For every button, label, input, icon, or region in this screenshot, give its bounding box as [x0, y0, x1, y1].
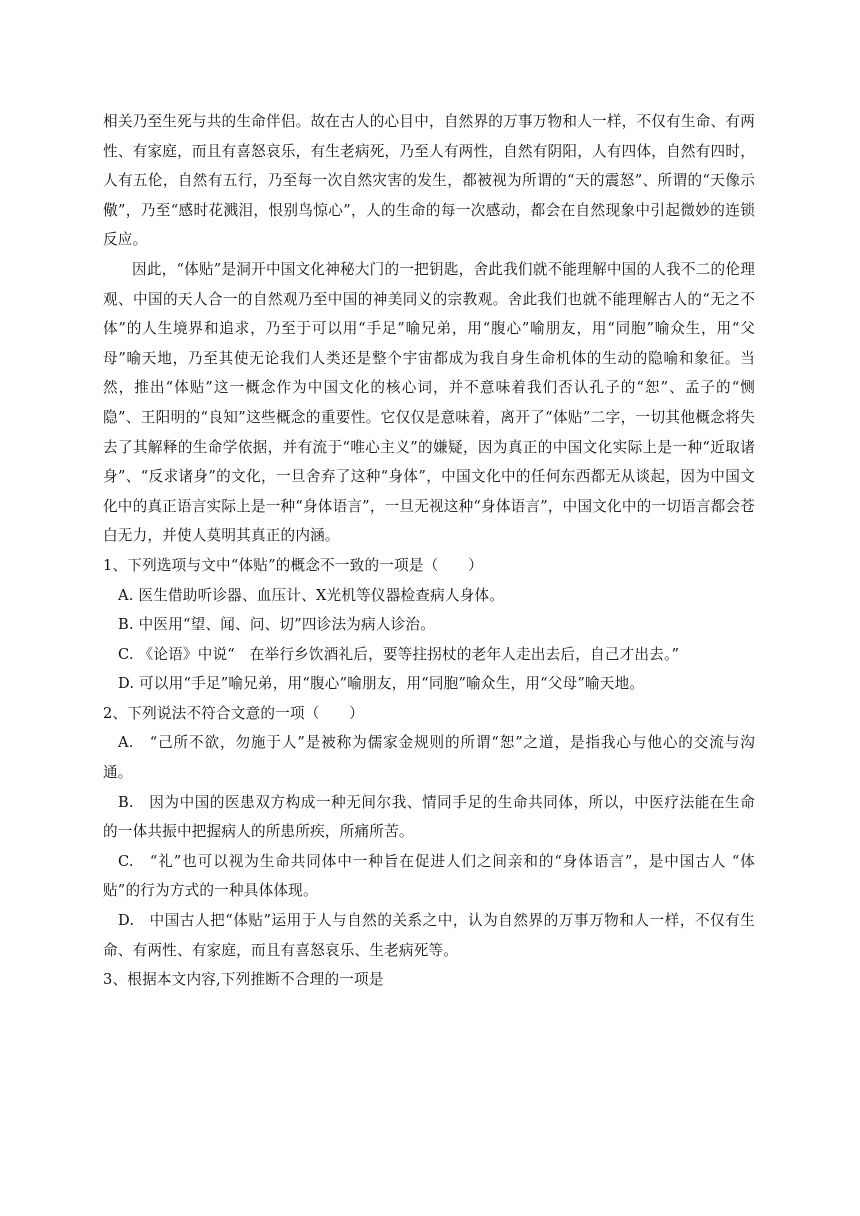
question-1-option-b: B. 中医用“望、闻、问、切”四诊法为病人诊治。	[118, 616, 436, 634]
question-3	[103, 965, 755, 995]
question-2	[103, 699, 755, 965]
question-1	[103, 551, 755, 699]
question-3-stem: 3、根据本文内容,下列推断不合理的一项是	[103, 971, 384, 989]
passage-paragraph-1: 相关乃至生死与共的生命伴侣。故在古人的心目中，自然界的万事万物和人一样，不仅有生命、有两性、有家庭，而且有喜怒哀乐，有生老病死，乃至人有两性，自然有阴阳，人有四体，自然有四时，人有五伦，自然有五行，乃至每一次自然灾害的发生，都被视为所谓的“天的震怒”、所谓的“天像示儆”，乃至“感时花溅泪，恨别鸟惊心”，人的生命的每一次感动，都会在自然现象中引起微妙的连锁反应。	[103, 113, 755, 249]
passage-paragraph-2: 因此，“体贴”是洞开中国文化神秘大门的一把钥匙，舍此我们就不能理解中国的人我不二的伦理观、中国的天人合一的自然观乃至中国的神美同义的宗教观。舍此我们也就不能理解古人的“无之不体”的人生境界和追求，乃至于可以用“手足”喻兄弟，用“腹心”喻朋友，用“同胞”喻众生，用“父母”喻天地，乃至其使无论我们人类还是整个宇宙都成为我自身生命机体的生动的隐喻和象征。当然，推出“体贴”这一概念作为中国文化的核心词，并不意味着我们否认孔子的“恕”、孟子的“恻隐”、王阳明的“良知”这些概念的重要性。它仅仅是意味着，离开了“体贴”二字，一切其他概念将失去了其解释的生命学依据，并有流于“唯心主义”的嫌疑，因为真正的中国文化实际上是一种“近取诸身”、“反求诸身”的文化，一旦舍弃了这种“身体”，中国文化中的任何东西都无从谈起，因为中国文化中的真正语言实际上是一种“身体语言”，一旦无视这种“身体语言”，中国文化中的一切语言都会苍白无力，并使人莫明其真正的内涵。	[103, 260, 755, 545]
question-1-option-d: D. 可以用“手足”喻兄弟，用“腹心”喻朋友，用“同胞”喻众生，用“父母”喻天地。	[118, 675, 645, 693]
question-1-option-a: A. 医生借助听诊器、血压计、X光机等仪器检查病人身体。	[118, 586, 505, 604]
question-2-option-a: A. “己所不欲，勿施于人”是被称为儒家金规则的所谓“恕”之道，是指我心与他心的交流与沟通。	[103, 734, 755, 782]
question-1-stem: 1、下列选项与文中“体贴”的概念不一致的一项是（ ）	[103, 556, 483, 574]
question-2-option-d: D. 中国古人把“体贴”运用于人与自然的关系之中，认为自然界的万事万物和人一样，不仅有生命、有两性、有家庭，而且有喜怒哀乐、生老病死等。	[103, 912, 755, 959]
question-2-option-c: C. “礼”也可以视为生命共同体中一种旨在促进人们之间亲和的“身体语言”，是中国古人 “体贴”的行为方式的一种具体体现。	[103, 852, 755, 900]
question-1-option-c: C. 《论语》中说“ 在举行乡饮酒礼后，要等拄拐杖的老年人走出去后，自己才出去。”	[118, 645, 680, 663]
question-2-option-b: B. 因为中国的医患双方构成一种无间尔我、情同手足的生命共同体，所以，中医疗法能在生命的一体共振中把握病人的所患所疾，所痛所苦。	[103, 793, 755, 841]
document-page	[103, 107, 755, 995]
question-2-stem: 2、下列说法不符合文意的一项（ ）	[103, 704, 364, 722]
